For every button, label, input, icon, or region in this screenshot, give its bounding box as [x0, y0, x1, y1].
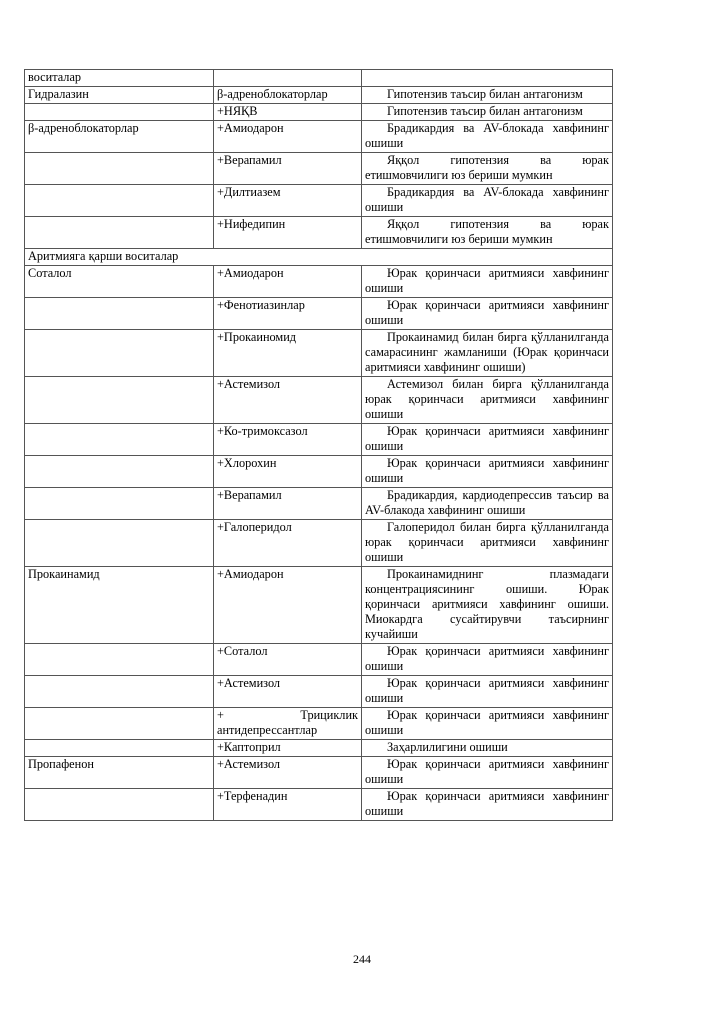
drug-combo-cell: +Галоперидол — [214, 520, 362, 567]
effect-cell — [362, 424, 613, 456]
effect-cell — [362, 121, 613, 153]
drug-name-cell — [25, 488, 214, 520]
drug-name-cell: Гидралазин — [25, 87, 214, 104]
drug-combo-cell: +Амиодарон — [214, 121, 362, 153]
drug-interaction-table — [24, 69, 613, 821]
effect-cell — [362, 104, 613, 121]
effect-cell — [362, 644, 613, 676]
effect-text: Яққол гипотензия ва юрак етишмовчилиги юз бериши мумкин — [365, 217, 609, 246]
table-row — [25, 740, 613, 757]
effect-text: Галоперидол билан бирга қўлланилганда юрак қоринчаси аритмияси хавфининг ошиши — [365, 520, 609, 564]
table-row — [25, 330, 613, 377]
effect-cell — [362, 377, 613, 424]
section-continued-label: воситалар — [25, 70, 214, 87]
section-heading-row — [25, 249, 613, 266]
effect-text: Астемизол билан бирга қўлланилганда юрак қоринчаси аритмияси хавфининг ошиши — [365, 377, 609, 421]
effect-cell — [362, 567, 613, 644]
table-row — [25, 87, 613, 104]
drug-name-cell — [25, 153, 214, 185]
table-row — [25, 708, 613, 740]
effect-text: Юрак қоринчаси аритмияси хавфининг ошиши — [365, 644, 609, 673]
drug-name-cell — [25, 520, 214, 567]
effect-text: Юрак қоринчаси аритмияси хавфининг ошиши — [365, 757, 609, 786]
drug-combo-cell: +Амиодарон — [214, 567, 362, 644]
drug-name-cell — [25, 185, 214, 217]
effect-text: Юрак қоринчаси аритмияси хавфининг ошиши — [365, 789, 609, 818]
table-row — [25, 217, 613, 249]
drug-combo-cell: + Трициклик антидепрессантлар — [214, 708, 362, 740]
drug-name-cell — [25, 676, 214, 708]
effect-text: Брадикардия ва AV-блокада хавфининг ошиши — [365, 185, 609, 214]
drug-combo-cell: +Терфенадин — [214, 789, 362, 821]
table-row — [25, 121, 613, 153]
table-row — [25, 104, 613, 121]
drug-combo-cell: +Верапамил — [214, 153, 362, 185]
effect-text: Юрак қоринчаси аритмияси хавфининг ошиши — [365, 298, 609, 327]
effect-text: Юрак қоринчаси аритмияси хавфининг ошиши — [365, 424, 609, 453]
drug-combo-cell: β-адреноблокаторлар — [214, 87, 362, 104]
effect-text: Брадикардия, кардиодепрессив таъсир ва AV-блакода хавфининг ошиши — [365, 488, 609, 517]
drug-combo-cell: +НЯҚВ — [214, 104, 362, 121]
drug-combo-cell: +Астемизол — [214, 377, 362, 424]
drug-name-cell: β-адреноблокаторлар — [25, 121, 214, 153]
drug-combo-cell: +Хлорохин — [214, 456, 362, 488]
drug-name-cell — [25, 330, 214, 377]
table-row — [25, 298, 613, 330]
drug-combo-cell — [214, 70, 362, 87]
table-row — [25, 757, 613, 789]
effect-text: Гипотензив таъсир билан антагонизм — [387, 87, 583, 101]
table-row — [25, 185, 613, 217]
table-row — [25, 789, 613, 821]
table-body — [25, 70, 613, 821]
effect-cell — [362, 456, 613, 488]
effect-cell — [362, 757, 613, 789]
drug-name-cell — [25, 789, 214, 821]
effect-cell — [362, 789, 613, 821]
drug-name-cell — [25, 377, 214, 424]
effect-text: Брадикардия ва AV-блокада хавфининг ошиши — [365, 121, 609, 150]
drug-combo-cell: +Фенотиазинлар — [214, 298, 362, 330]
drug-combo-cell: +Астемизол — [214, 757, 362, 789]
table-row — [25, 520, 613, 567]
drug-combo-cell: +Нифедипин — [214, 217, 362, 249]
effect-cell — [362, 676, 613, 708]
drug-name-cell: Соталол — [25, 266, 214, 298]
drug-name-cell — [25, 217, 214, 249]
effect-cell — [362, 298, 613, 330]
effect-text: Яққол гипотензия ва юрак етишмовчилиги юз бериши мумкин — [365, 153, 609, 182]
drug-name-cell: Прокаинамид — [25, 567, 214, 644]
drug-name-cell — [25, 644, 214, 676]
effect-text: Заҳарлилигини ошиши — [387, 740, 508, 754]
effect-cell — [362, 266, 613, 298]
table-row — [25, 70, 613, 87]
table-row — [25, 644, 613, 676]
section-heading: Аритмияга қарши воситалар — [25, 249, 613, 266]
effect-cell — [362, 520, 613, 567]
effect-cell — [362, 488, 613, 520]
effect-cell — [362, 217, 613, 249]
effect-text: Юрак қоринчаси аритмияси хавфининг ошиши — [365, 676, 609, 705]
drug-combo-cell: +Каптоприл — [214, 740, 362, 757]
drug-name-cell — [25, 298, 214, 330]
effect-text: Прокаинамид билан бирга қўлланилганда самарасининг жамланиши (Юрак қоринчаси аритмияси хавфининг ошиши) — [365, 330, 609, 374]
drug-combo-cell: +Ко-тримоксазол — [214, 424, 362, 456]
effect-text: Юрак қоринчаси аритмияси хавфининг ошиши — [365, 708, 609, 737]
effect-cell — [362, 330, 613, 377]
table-row — [25, 567, 613, 644]
effect-cell — [362, 708, 613, 740]
effect-cell — [362, 740, 613, 757]
drug-name-cell — [25, 708, 214, 740]
effect-cell — [362, 70, 613, 87]
table-row — [25, 676, 613, 708]
drug-name-cell — [25, 424, 214, 456]
table-row — [25, 424, 613, 456]
table-row — [25, 153, 613, 185]
table-row — [25, 266, 613, 298]
effect-cell — [362, 87, 613, 104]
drug-combo-cell: +Дилтиазем — [214, 185, 362, 217]
table-row — [25, 377, 613, 424]
drug-name-cell: Пропафенон — [25, 757, 214, 789]
drug-combo-cell: +Прокаиномид — [214, 330, 362, 377]
table-row — [25, 456, 613, 488]
page-number: 244 — [353, 952, 371, 966]
table-row — [25, 488, 613, 520]
effect-cell — [362, 185, 613, 217]
drug-combo-cell: +Верапамил — [214, 488, 362, 520]
drug-combo-cell: +Соталол — [214, 644, 362, 676]
drug-name-cell — [25, 104, 214, 121]
drug-combo-cell: +Амиодарон — [214, 266, 362, 298]
effect-text: Юрак қоринчаси аритмияси хавфининг ошиши — [365, 266, 609, 295]
drug-name-cell — [25, 740, 214, 757]
effect-cell — [362, 153, 613, 185]
drug-name-cell — [25, 456, 214, 488]
effect-text: Юрак қоринчаси аритмияси хавфининг ошиши — [365, 456, 609, 485]
effect-text: Прокаинамиднинг плазмадаги концентрациясининг ошиши. Юрак қоринчаси аритмияси хавфининг ошиши. Миокардга сусайтирувчи таъсирнинг кучайиши — [365, 567, 609, 641]
drug-combo-cell: +Астемизол — [214, 676, 362, 708]
effect-text: Гипотензив таъсир билан антагонизм — [387, 104, 583, 118]
